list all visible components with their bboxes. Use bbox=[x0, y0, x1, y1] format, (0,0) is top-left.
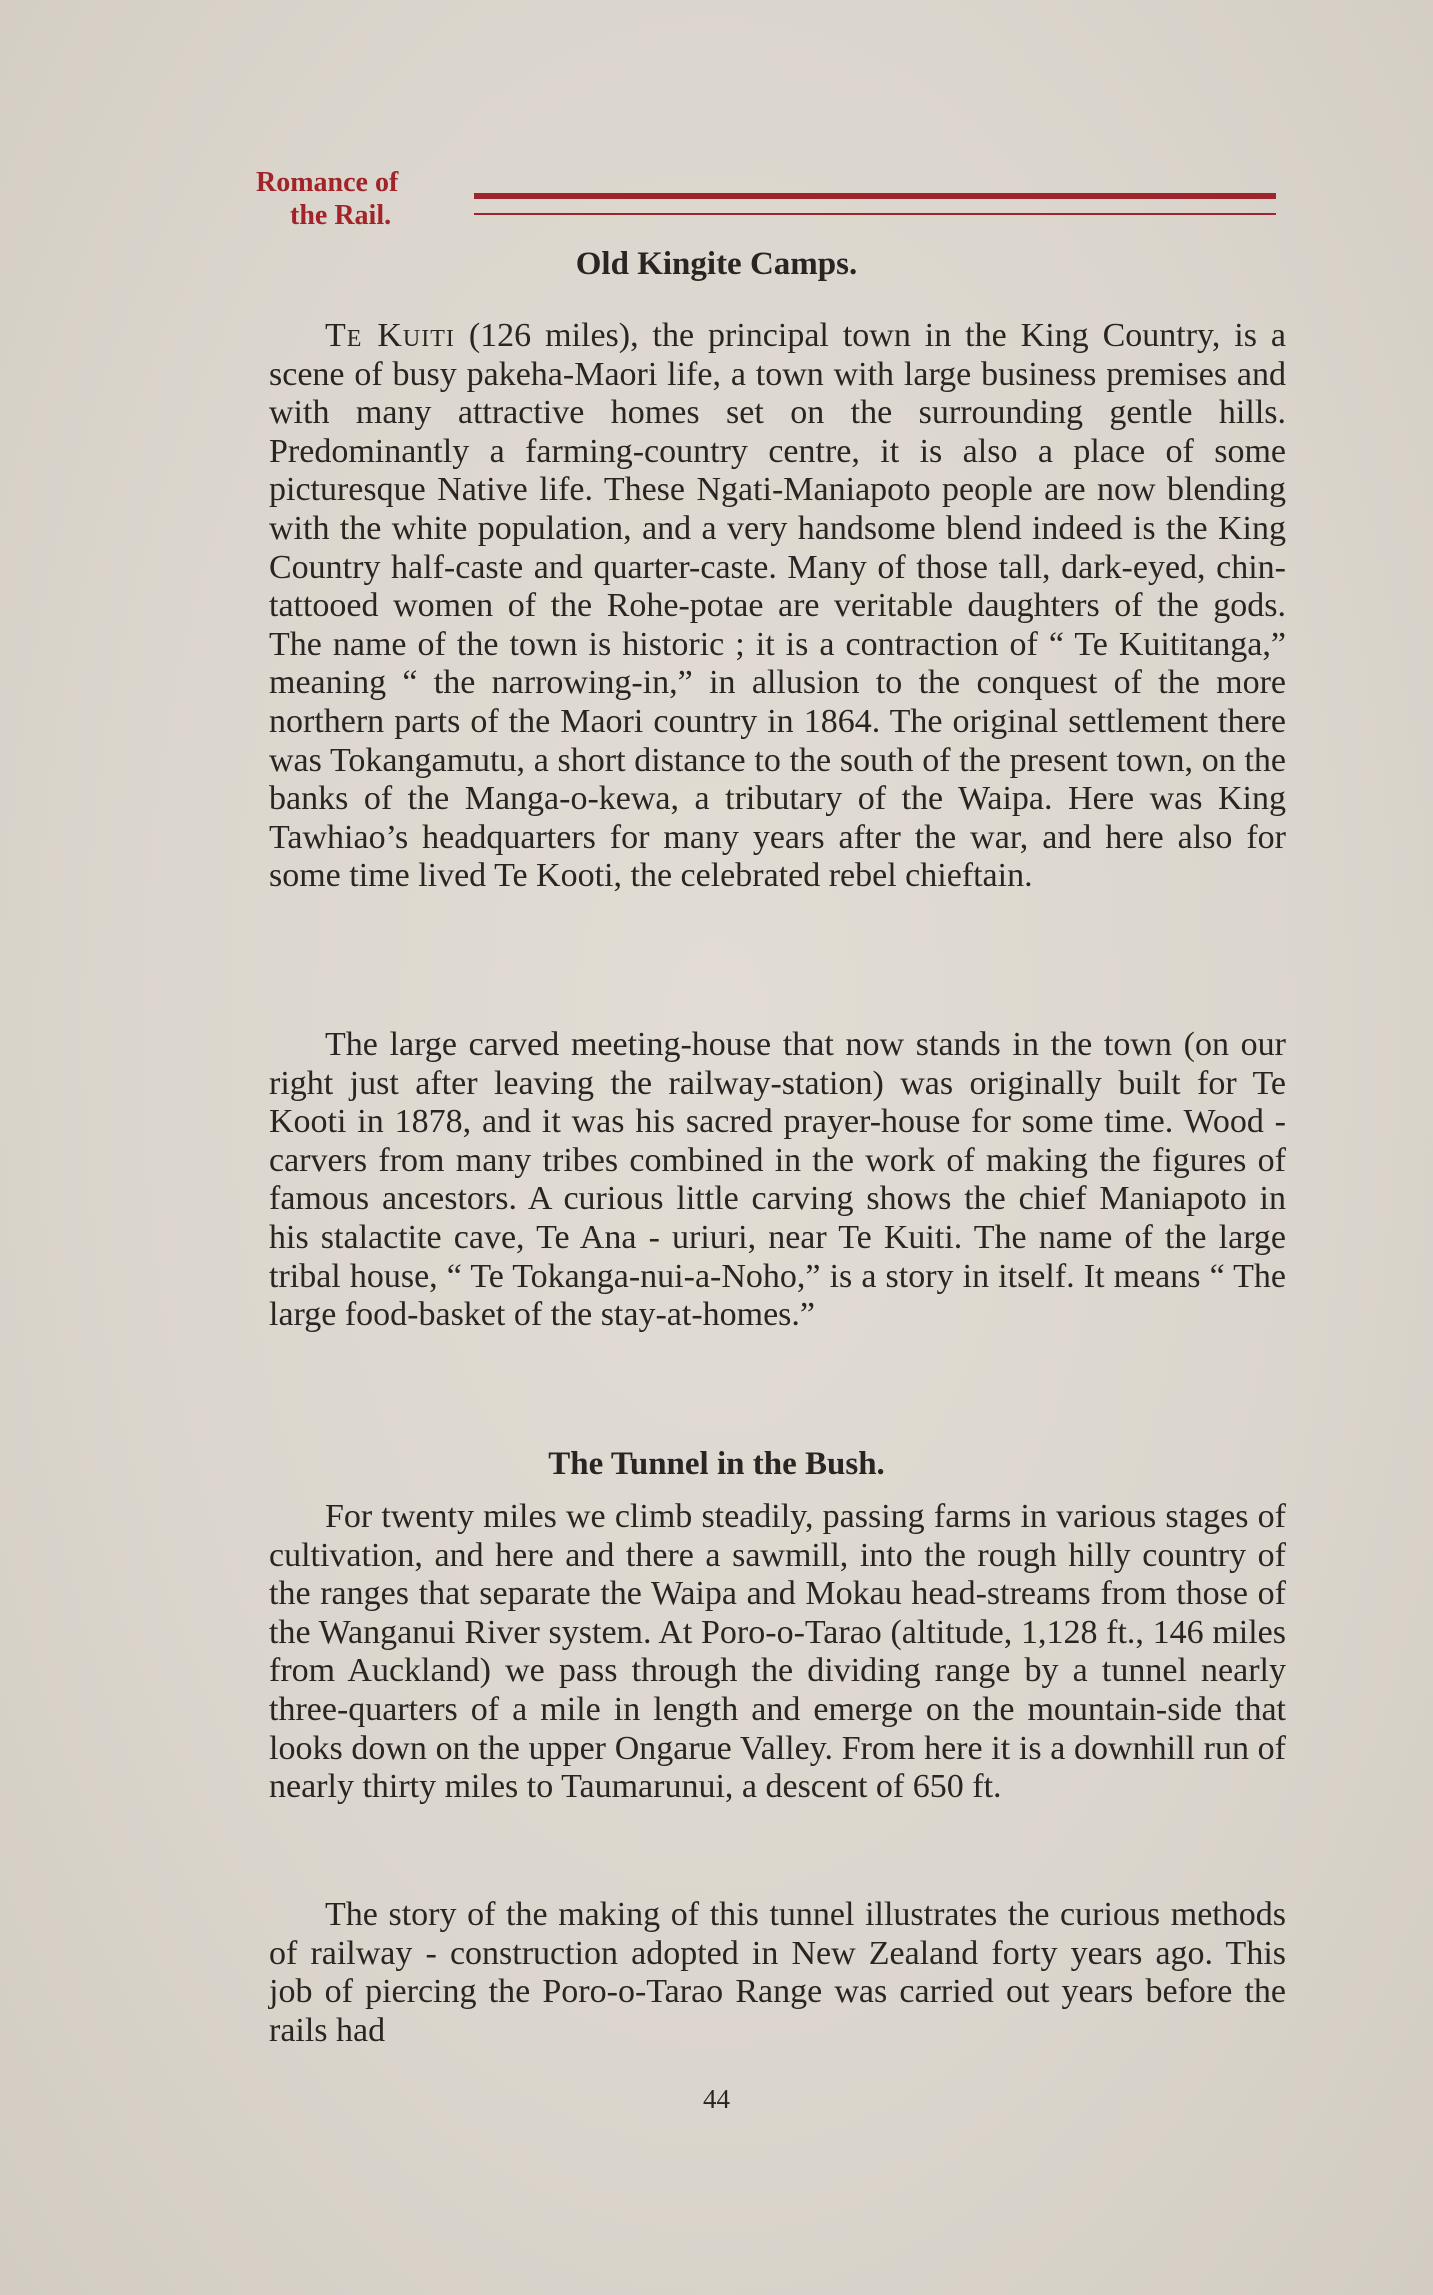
running-head-line-2: the Rail. bbox=[290, 200, 392, 231]
paragraph-te-kuiti bbox=[269, 317, 1286, 896]
paragraph-te-kuiti-text: (126 miles), the principal town in the King Country, is a scene of busy pakeha-Maori life, a town with large business premises and with many attractive homes set on the surrounding gentle hills. Predominantly a farming-country centre, it is also a place of some picturesque Native life. These Ngati-Maniapoto people are now blending with the white population, and a very handsome blend indeed is the King Country half-caste and quarter-caste. Many of those tall, dark-eyed, chin-tattooed women of the Rohe-potae are veritable daughters of the gods. The name of the town is historic ; it is a contraction of “ Te Kuititanga,” meaning “ the narrowing-in,” in allusion to the conquest of the more northern parts of the Maori country in 1864. The original settlement there was Tokangamutu, a short distance to the south of the present town, on the banks of the Manga-o-kewa, a tributary of the Waipa. Here was King Tawhiao’s headquarters for many years after the war, and here also for some time lived Te Kooti, the celebrated rebel chieftain. bbox=[269, 317, 1286, 895]
running-head-line-1: Romance of bbox=[256, 167, 399, 198]
paragraph-lead-small-caps: Te Kuiti bbox=[325, 317, 455, 354]
paragraph-meeting-house: The large carved meeting-house that now stands in the town (on our right just after leaving the railway-station) was originally built for Te Kooti in 1878, and it was his sacred prayer-house for some time. Wood - carvers from many tribes combined in the work of making the figures of famous ancestors. A curious little carving shows the chief Maniapoto in his stalactite cave, Te Ana - uriuri, near Te Kuiti. The name of the large tribal house, “ Te Tokanga-nui-a-Noho,” is a story in itself. It means “ The large food-basket of the stay-at-homes.” bbox=[269, 1026, 1286, 1334]
header-rule-thick bbox=[474, 193, 1276, 199]
header-rule-thin bbox=[474, 213, 1276, 215]
running-head bbox=[256, 166, 398, 232]
section-title-old-kingite-camps: Old Kingite Camps. bbox=[575, 246, 858, 282]
section-title-tunnel-in-the-bush: The Tunnel in the Bush. bbox=[548, 1446, 885, 1482]
paragraph-tunnel-story: The story of the making of this tunnel illustrates the curious methods of railway - construction adopted in New Zealand forty years ago. This job of piercing the Poro-o-Tarao Range was carried out years before the rails had bbox=[269, 1896, 1286, 2049]
page-number: 44 bbox=[703, 2084, 730, 2114]
paragraph-twenty-miles: For twenty miles we climb steadily, passing farms in various stages of cultivation, and here and there a sawmill, into the rough hilly country of the ranges that separate the Waipa and Mokau head-streams from those of the Wanganui River system. At Poro-o-Tarao (altitude, 1,128 ft., 146 miles from Auckland) we pass through the dividing range by a tunnel nearly three-quarters of a mile in length and emerge on the mountain-side that looks down on the upper Ongarue Valley. From here it is a downhill run of nearly thirty miles to Taumarunui, a descent of 650 ft. bbox=[269, 1498, 1286, 1806]
